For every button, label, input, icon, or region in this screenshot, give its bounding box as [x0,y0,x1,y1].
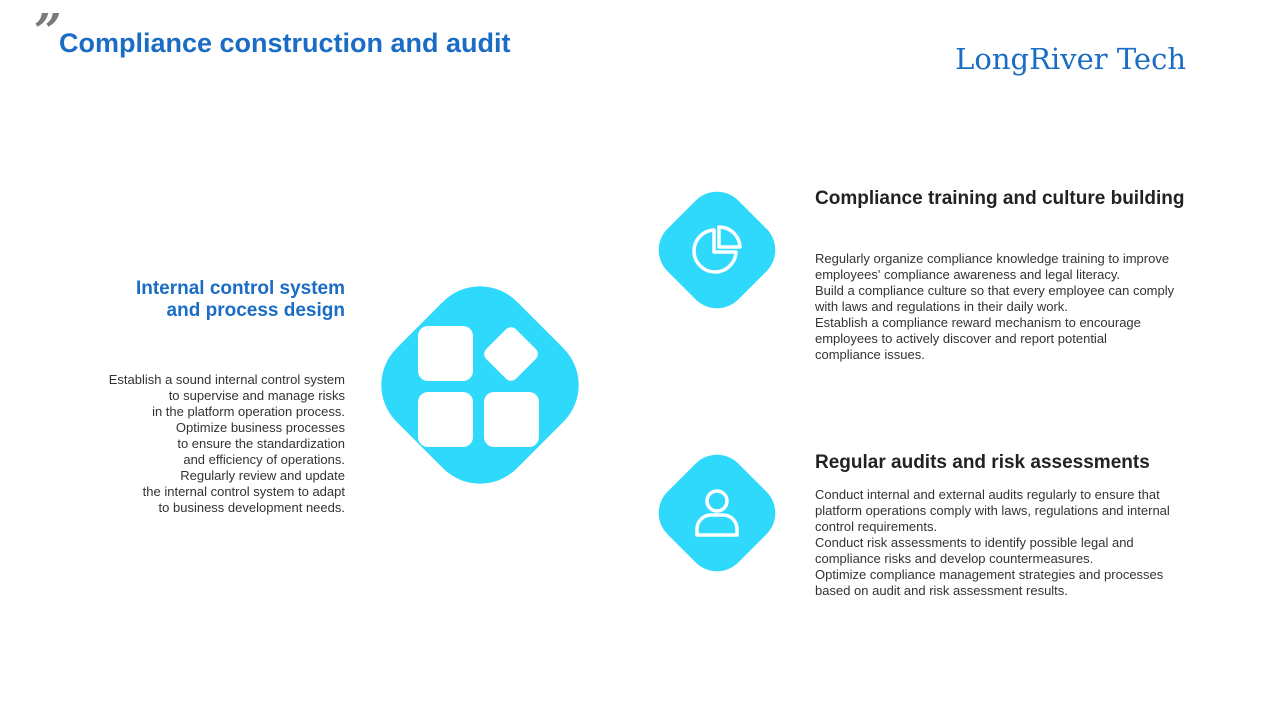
heading-line: Internal control system [135,278,345,299]
body-line: to supervise and manage risks [168,388,345,403]
body-line: compliance risks and develop countermeasures. [815,551,1094,566]
body-line: Regularly review and update [180,468,345,483]
body-line: the internal control system to adapt [142,484,345,499]
brand-logo-text: LongRiver Tech [955,42,1186,76]
body-line: Conduct risk assessments to identify possible legal and [815,535,1134,550]
body-line: compliance issues. [815,347,925,362]
body-line: Optimize business processes [175,420,345,435]
pie-chart-icon [689,222,745,278]
internal-control-description [25,372,345,516]
internal-control-heading [25,278,345,322]
body-line: to ensure the standardization [177,436,345,451]
body-line: employees to actively discover and report potential [815,331,1107,346]
training-heading: Compliance training and culture building [815,188,1185,209]
body-line: Regularly organize compliance knowledge training to improve [815,251,1170,266]
audit-heading: Regular audits and risk assessments [815,452,1150,473]
heading-line: and process design [166,300,345,321]
body-line: and efficiency of operations. [183,452,345,467]
body-line: based on audit and risk assessment results. [815,583,1068,598]
grid-square-icon [418,326,473,381]
body-line: control requirements. [815,519,938,534]
grid-square-icon [418,392,473,447]
page-title: Compliance construction and audit [59,28,511,58]
body-line: to business development needs. [158,500,345,515]
audit-description [815,487,1235,599]
body-line: platform operations comply with laws, regulations and internal [815,503,1170,518]
grid-diamond-icon [481,324,540,383]
training-description [815,251,1235,363]
body-line: Establish a sound internal control system [108,372,345,387]
body-line: with laws and regulations in their daily work. [815,299,1068,314]
body-line: Establish a compliance reward mechanism to encourage [815,315,1141,330]
body-line: Optimize compliance management strategies and processes [815,567,1164,582]
app-grid-icon [418,326,542,450]
body-line: Conduct internal and external audits regularly to ensure that [815,487,1160,502]
quote-mark-decoration: ” [34,4,62,60]
body-line: Build a compliance culture so that every employee can comply [815,283,1175,298]
user-icon [689,485,745,541]
body-line: employees' compliance awareness and legal literacy. [815,267,1121,282]
body-line: in the platform operation process. [152,404,345,419]
grid-square-icon [484,392,539,447]
